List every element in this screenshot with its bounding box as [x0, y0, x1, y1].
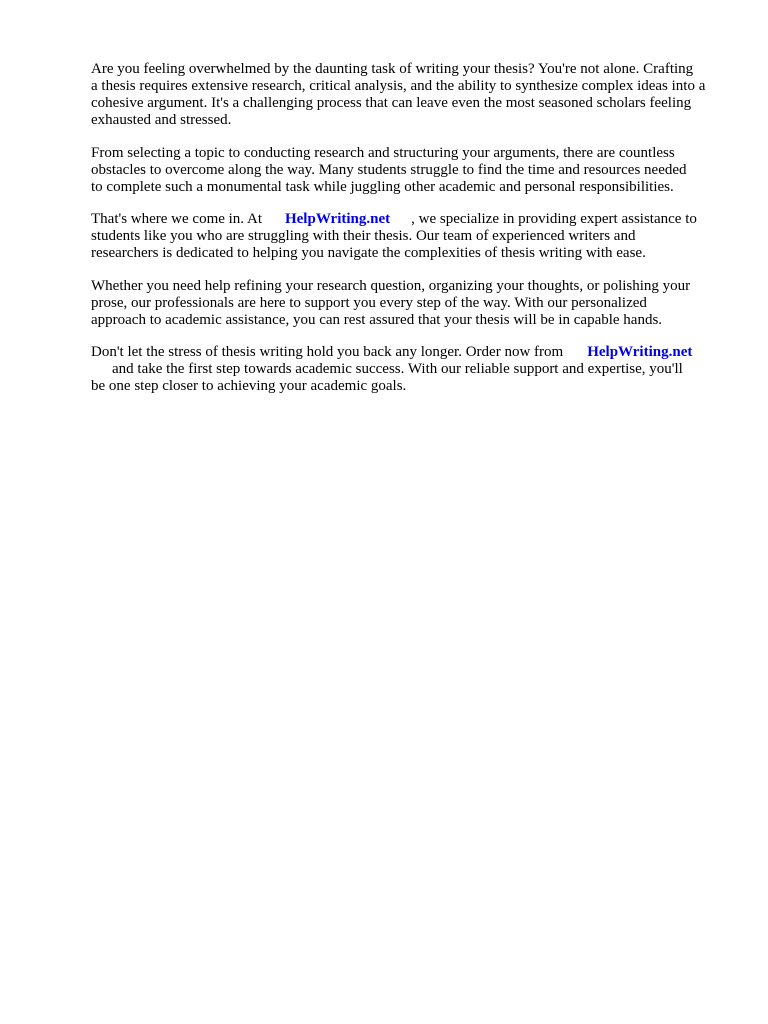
- paragraph-2-line-3: to complete such a monumental task while juggling other academic and personal responsibilities.: [91, 179, 674, 195]
- paragraph-5-text-before-link: Don't let the stress of thesis writing hold you back any longer. Order now from: [91, 344, 564, 360]
- paragraph-3-line-2: students like you who are struggling with their thesis. Our team of experienced writers and: [91, 228, 636, 244]
- paragraph-3-text-before-link: That's where we come in. At: [91, 211, 262, 227]
- helpwriting-link-1[interactable]: HelpWriting.net: [284, 211, 391, 227]
- paragraph-4-line-3: approach to academic assistance, you can rest assured that your thesis will be in capable hands.: [91, 312, 663, 328]
- helpwriting-link-2[interactable]: HelpWriting.net: [587, 344, 693, 360]
- paragraph-5-line-2-text: and take the first step towards academic success. With our reliable support and expertise, you'll: [112, 361, 683, 377]
- paragraph-1-line-2: a thesis requires extensive research, critical analysis, and the ability to synthesize complex ideas into a: [91, 78, 706, 94]
- paragraph-3-text-after-link: , we specialize in providing expert assistance to: [411, 211, 697, 227]
- paragraph-5-line-1: [91, 344, 692, 361]
- paragraph-5-line-2: [91, 361, 683, 378]
- paragraph-5-line-3: be one step closer to achieving your academic goals.: [91, 378, 407, 394]
- paragraph-1-line-4: exhausted and stressed.: [91, 112, 232, 128]
- paragraph-2-line-1: From selecting a topic to conducting research and structuring your arguments, there are countless: [91, 145, 675, 161]
- paragraph-4-line-2: prose, our professionals are here to support you every step of the way. With our personalized: [91, 295, 647, 311]
- paragraph-1-line-3: cohesive argument. It's a challenging process that can leave even the most seasoned scholars feeling: [91, 95, 692, 111]
- paragraph-4-line-1: Whether you need help refining your research question, organizing your thoughts, or polishing your: [91, 278, 691, 294]
- paragraph-3-line-1: [91, 211, 697, 228]
- paragraph-1-line-1: Are you feeling overwhelmed by the daunting task of writing your thesis? You're not alone. Crafting: [91, 61, 694, 77]
- paragraph-3-line-3: researchers is dedicated to helping you navigate the complexities of thesis writing with ease.: [91, 245, 646, 261]
- paragraph-2-line-2: obstacles to overcome along the way. Many students struggle to find the time and resources needed: [91, 162, 687, 178]
